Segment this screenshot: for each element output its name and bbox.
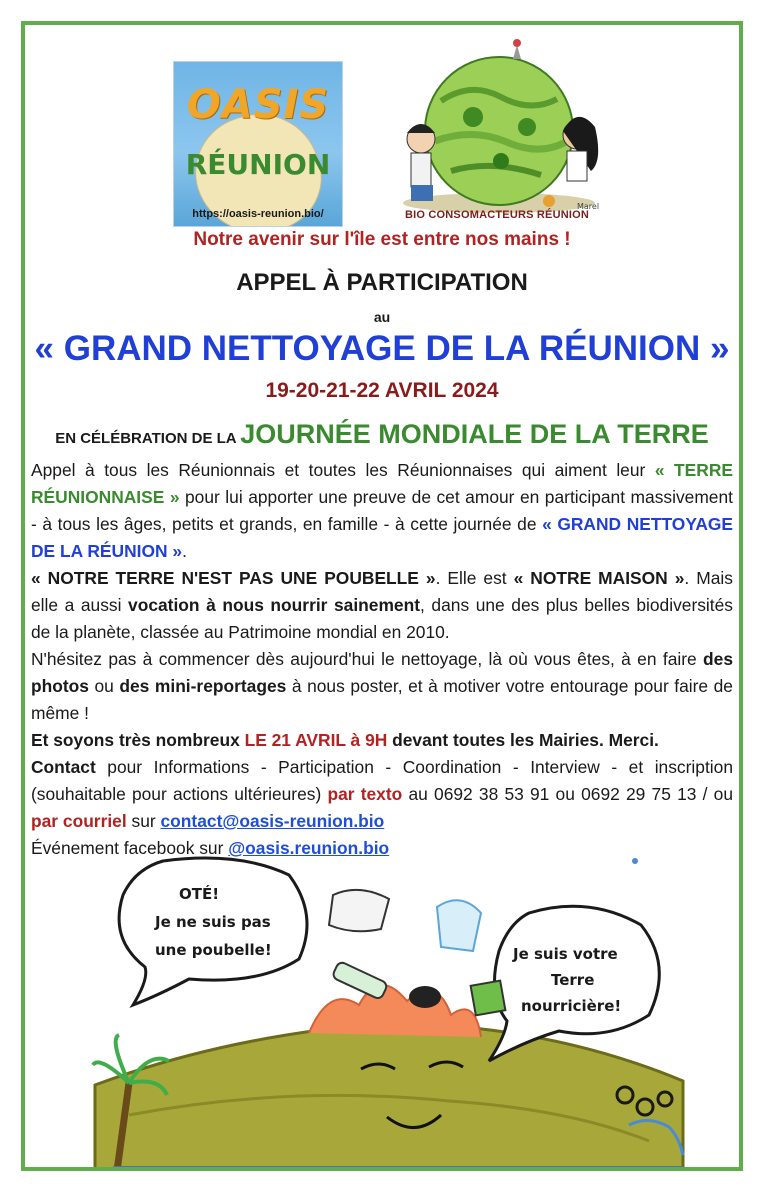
paragraph-appeal [31,457,733,565]
phone-numbers: au 0692 38 53 91 ou 0692 29 75 13 / ou [402,784,733,804]
call-heading: APPEL À PARTICIPATION [236,269,528,296]
text-segment: . [182,541,187,561]
bio-logo-caption: BIO CONSOMACTEURS RÉUNION [404,209,590,221]
text-segment: . Elle est [435,568,514,588]
plastic-bag-icon [329,890,389,931]
oasis-logo-title: OASIS [186,82,330,128]
paragraph-photos [31,646,733,727]
earth-illustration [89,855,689,1171]
paragraph-contact [31,754,733,835]
carton-icon [471,981,506,1016]
text-segment: Et soyons très nombreux [31,730,245,750]
paragraph-rendezvous [31,727,733,754]
reportages-highlight: des mini-reportages [119,676,287,696]
text-segment: ou [88,676,120,696]
celebration-prefix: EN CÉLÉBRATION DE LA [55,430,241,447]
email-link[interactable]: contact@oasis-reunion.bio [160,811,385,831]
bio-consomacteurs-logo [381,31,607,227]
text-segment: N'hésitez pas à commencer dès aujourd'hui le nettoyage, là où vous êtes, à en faire [31,649,704,669]
bio-logo-signature: Marel [577,202,600,211]
oasis-reunion-logo [173,61,343,227]
texto-highlight: par texto [327,784,403,804]
bottle-icon [332,961,389,1000]
maison-highlight: « NOTRE MAISON » [513,568,685,588]
poster-frame [21,21,743,1171]
contact-label: Contact [31,757,96,777]
text-segment: à nous poster, et à motiver votre entourage pour faire de même ! [31,676,733,723]
facebook-link[interactable]: @oasis.reunion.bio [228,838,390,858]
celebration-highlight: JOURNÉE MONDIALE DE LA TERRE [240,419,709,449]
terre-reunionnaise-highlight: « TERRE RÉUNIONNAISE » [31,460,733,507]
oasis-logo-subtitle: RÉUNION [185,148,331,181]
plastic-bag-blue-icon [437,900,481,951]
paragraph-maison [31,565,733,646]
heading-au: au [373,309,391,325]
event-name-highlight: « GRAND NETTOYAGE DE LA RÉUNION » [31,514,734,561]
bubble-left-line2: Je ne suis pas [155,913,271,931]
bubble-right-line3: nourricière! [521,997,622,1015]
text-segment: sur [126,811,161,831]
text-segment: pour Informations - Participation - Coordination - Interview - et inscription (souhaitable pour actions ultérieures) [31,757,733,804]
event-title: « GRAND NETTOYAGE DE LA RÉUNION » [34,329,730,368]
can-icon [409,986,441,1008]
text-segment: Appel à tous les Réunionnais et toutes les Réunionnaises qui aiment leur [31,460,655,480]
bubble-left-line3: une poubelle! [155,941,272,959]
text-segment: . Mais elle a aussi [31,568,733,615]
tagline: Notre avenir sur l'île est entre nos mains ! [193,229,571,250]
courriel-highlight: par courriel [31,811,127,831]
bubble-right-line2: Terre [551,971,595,989]
left-speech-bubble [119,858,307,1005]
vocation-highlight: vocation à nous nourrir sainement [128,595,421,615]
photos-highlight: des photos [31,649,733,696]
oasis-logo-url: https://oasis-reunion.bio/ [192,208,324,220]
body-text [31,457,733,862]
poubelle-highlight: « NOTRE TERRE N'EST PAS UNE POUBELLE » [31,568,436,588]
dot-icon [632,858,638,864]
date-time-highlight: LE 21 AVRIL à 9H [244,730,388,750]
text-segment: , dans une des plus belles biodiversités de la planète, classée au Patrimoine mondial en 2010. [31,595,733,642]
bubble-right-line1: Je suis votre [513,945,618,963]
text-segment: pour lui apporter une preuve de cet amour en participant massivement - à tous les âges, petits et grands, en famille - à cette journée de [31,487,733,534]
event-dates: 19-20-21-22 AVRIL 2024 [265,379,499,402]
celebration-line [25,419,739,450]
bubble-left-line1: OTÉ! [179,885,220,903]
text-segment: devant toutes les Mairies. Merci. [387,730,659,750]
text-segment: Événement facebook sur [31,838,229,858]
earth-hair [309,985,481,1037]
